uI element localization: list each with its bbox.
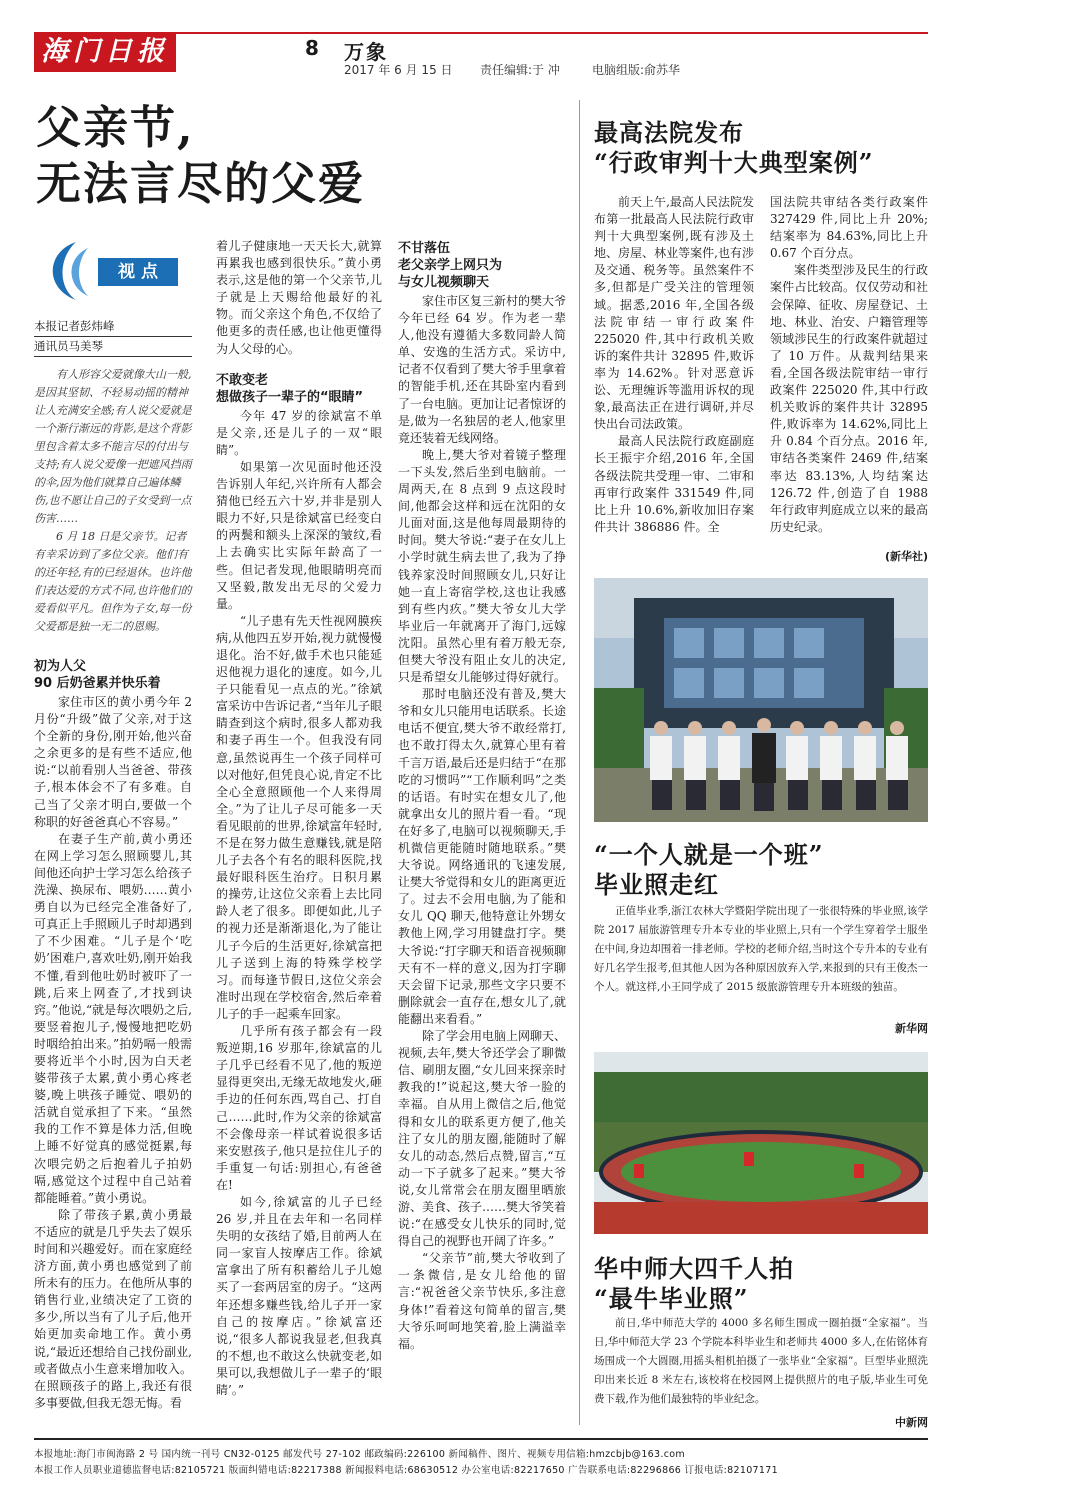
graduation-photo [594, 578, 928, 822]
subhead-3-line: 与女儿视频聊天 [398, 275, 490, 290]
editor-credit: 责任编辑:于 冲 [480, 63, 560, 77]
story-2-headline-line: “一个人就是一个班” [594, 840, 824, 869]
subhead-3-line: 不甘落伍 [398, 241, 451, 256]
subhead-3 [398, 240, 566, 291]
masthead-logo: 海门日报 [34, 32, 176, 72]
footer-line-2: 本报工作人员职业道德监督电话:82105721 版面纠错电话:82217388 新闻报料电话:68630512 办公室电话:82217650 广告联系电话:82296866 订报电话:82107171 [34, 1465, 778, 1476]
story-3-headline [594, 1254, 794, 1314]
page-headline [36, 100, 365, 212]
caption-text: 前日,华中师范大学的 4000 多名师生围成一圈拍摄“全家福”。当日,华中师范大学 23 个学院本科毕业生和老师共 4000 多人,在佑铭体育场围成一个大圆圈,用摇头相机拍摄了一张毕业“全家福”。巨型毕业照洗印出来长近 8 米左右,该校将在校园网上提供照片的电子版,毕业生可免费下载,作为他们最独特的毕业纪念。 [594, 1317, 928, 1405]
layout-credit: 电脑组版:俞苏华 [592, 63, 681, 77]
intro-paragraph: 有人形容父爱就像大山一般,是因其坚韧、不轻易动摇的精神让人充满安全感;有人说父爱就是一个渐行渐远的背影,是这个背影里包含着太多不能言尽的付出与支持;有人说父爱像一把遮风挡雨的伞,因为他们就算自己遍体鳞伤,也不愿让自己的子女受到一点伤害…… [34, 368, 192, 525]
section-name: 万象 [344, 40, 388, 64]
article-intro [34, 366, 192, 636]
story-2-credit: 新华网 [895, 1022, 928, 1035]
logo-label: 视 点 [118, 262, 158, 282]
footer-line-1: 本报地址:海门市闽海路 2 号 国内统一刊号 CN32-0125 邮发代号 27-102 邮政编码:226100 新闻稿件、图片、视频专用信箱:hmzcbjb@163.com [34, 1449, 685, 1460]
story-3-headline-line: 华中师大四千人拍 [594, 1254, 794, 1283]
header-rule [175, 32, 928, 34]
paragraph: 晚上,樊大爷对着镜子整理一下头发,然后坐到电脑前。一周两天,在 8 点到 9 点这段时间,他都会这样和远在沈阳的女儿面对面,这是他每周最期待的时间。樊大爷说:“妻子在女儿上小学时就生病去世了,我为了挣钱养家没时间照顾女儿,只好让她一直上寄宿学校,这也让我感到有些内疚。”樊大爷女儿大学毕业后一年就离开了海门,远嫁沈阳。虽然心里有着万般无奈,但樊大爷没有阻止女儿的决定,只是希望女儿能够过得好就行。 [398, 447, 566, 685]
reporter-name: 本报记者彭炜峰 [34, 319, 115, 333]
paragraph: 在妻子生产前,黄小勇还在网上学习怎么照顾婴儿,其间他还向护士学习怎么给孩子洗澡、换尿布、喂奶……黄小勇自以为已经完全准备好了,可真正上手照顾儿子时却遇到了不少困难。“儿子是个‘吃奶’困难户,喜欢吐奶,刚开始我不懂,看到他吐奶时被吓了一跳,后来上网查了,才找到诀窍。”他说,“就是每次喂奶之后,要竖着抱儿子,慢慢地把吃奶时咽给拍出来。”拍奶嗝一般需要将近半个小时,因为白天老婆带孩子太累,黄小勇心疼老婆,晚上哄孩子睡觉、喂奶的活就自觉承担了下来。“虽然我的工作不算是体力活,但晚上睡不好觉真的感觉挺累,每次喂完奶之后抱着儿子拍奶嗝,感觉这个过程中自己站着都能睡着。”黄小勇说。 [34, 831, 192, 1205]
paragraph: 除了带孩子累,黄小勇最不适应的就是几乎失去了娱乐时间和兴趣爱好。而在家庭经济方面,黄小勇也感觉到了前所未有的压力。在他所从事的销售行业,业绩决定了工资的多少,所以当有了儿子后,他开始更加卖命地工作。黄小勇说,“最近还想给自己找份副业,或者做点小生意来增加收入。在照顾孩子的路上,我还有很多事要做,但我无怨无悔。看 [34, 1207, 192, 1410]
article-column-1 [34, 656, 192, 1426]
paragraph: 那时电脑还没有普及,樊大爷和女儿只能用电话联系。长途电话不便宜,樊大爷不敢经常打,也不敢打得太久,就算心里有着千言万语,最后还是归结于“在那吃的习惯吗”“工作顺利吗”之类的话语。有时实在想女儿了,他就拿出女儿的照片看一看。“现在好多了,电脑可以视频聊天,手机微信更能随时随地联系。”樊大爷说。网络通讯的飞速发展,让樊大爷觉得和女儿的距离更近了。过去不会用电脑,为了能和女儿 QQ 聊天,他特意让外甥女教他上网,学习用键盘打字。樊大爷说:“打字聊天和语音视频聊天有不一样的意义,因为打字聊天会留下记录,那些文字只要不删除就会一直存在,想女儿了,就能翻出来看看。” [398, 687, 566, 1026]
paragraph: 如今,徐斌富的儿子已经 26 岁,并且在去年和一名同样失明的女孩结了婚,目前两人在同一家盲人按摩店工作。徐斌富拿出了所有积蓄给儿子儿媳买了一套两居室的房子。“这两年还想多赚些钱,给儿子开一家自己的按摩店。”徐斌富还说,“很多人都说我显老,但我真的不想,也不敢这么快就变老,如果可以,我想做儿子一辈子的‘眼睛’。” [216, 1194, 382, 1397]
page-number: 8 [305, 36, 319, 60]
byline [34, 318, 192, 358]
story-2-headline-line: 毕业照走红 [594, 870, 719, 899]
viewpoint-logo [36, 238, 186, 304]
subhead-1-line: 90 后奶爸累并快乐着 [34, 676, 161, 691]
paragraph: “父亲节”前,樊大爷收到了一条微信,是女儿给他的留言:“祝爸爸父亲节快乐,多注意身体!”看着这句简单的留言,樊大爷乐呵呵地笑着,脸上满溢幸福。 [398, 1251, 566, 1351]
subhead-2-line: 不敢变老 [216, 372, 269, 388]
paragraph: 案件类型涉及民生的行政案件占比较高。仅仅劳动和社会保障、征收、房屋登记、土地、林业、治安、户籍管理等领域涉民生的行政案件就超过了 10 万件。从裁判结果来看,全国各级法院审结一审行政案件 225020 件,其中行政机关败诉的案件共计 32895 件,败诉率为 14.62%,同比上升 0.84 个百分点。2016 年,审结各类案件 2469 件,结案率达 83.13%,人均结案达 126.72 件,创造了自 1988 年行政审判庭成立以来的最高历史纪录。 [770, 263, 928, 534]
story-1-credit: (新华社) [884, 550, 928, 563]
story-1-column-1 [594, 194, 754, 566]
subhead-2-line: 想做孩子一辈子的“眼睛” [216, 389, 364, 405]
story-1-column-2 [770, 194, 928, 546]
paragraph: 除了学会用电脑上网聊天、视频,去年,樊大爷还学会了聊微信、刷朋友圈,“女儿回来探亲时教我的!”说起这,樊大爷一脸的幸福。自从用上微信之后,他觉得和女儿的联系更方便了,他关注了女儿的朋友圈,能随时了解女儿的动态,然后点赞,留言,“互动一下子就多了起来。”樊大爷说,女儿常常会在朋友圈里晒旅游、美食、孩子……樊大爷笑着说:“在感受女儿快乐的同时,觉得自己的视野也开阔了许多。” [398, 1029, 566, 1249]
story-1-headline-line: 最高法院发布 [594, 118, 744, 147]
stadium-photo [594, 1052, 928, 1234]
caption-text: 正值毕业季,浙江农林大学暨阳学院出现了一张很特殊的毕业照,该学院 2017 届旅游管理专升本专业的毕业照上,只有一个学生穿着学士服坐在中间,身边却围着一排老师。学校的老师介绍,当时这个专升本的专业有好几名学生报考,但其他人因为各种原因放弃入学,来报到的只有王俊杰一个人。就这样,小王同学成了 2015 级旅游管理专升本班级的独苗。 [594, 905, 928, 993]
paragraph: 前天上午,最高人民法院发布第一批最高人民法院行政审判十大典型案例,既有涉及土地、房屋、林业等案件,也有涉及交通、税务等。虽然案件不多,但都是广受关注的管理领域。据悉,2016 年,全国各级法院审结一审行政案件 225020 件,其中行政机关败诉的案件共计 32895 件,败诉率为 14.62%。针对恶意诉讼、无理缠诉等滥用诉权的现象,最高法正在进行调研,并尽快出台司法政策。 [594, 195, 754, 432]
story-3-credit: 中新网 [895, 1416, 928, 1429]
headline-line-2: 无法言尽的父爱 [36, 157, 366, 210]
article-column-3 [398, 238, 566, 1428]
issue-date: 2017 年 6 月 15 日 [344, 63, 453, 77]
paragraph: “儿子患有先天性视网膜疾病,从他四五岁开始,视力就慢慢退化。治不好,做手术也只能延迟他视力退化的速度。如今,儿子只能看见一点点的光。”徐斌富采访中告诉记者,“当年儿子眼睛查到这个病时,很多人都劝我和妻子再生一个。但我没有同意,虽然说再生一个孩子同样可以对他好,但凭良心说,肯定不比全心全意照顾他一个人来得周全。”为了让儿子尽可能多一天看见眼前的世界,徐斌富年轻时,不是在努力做生意赚钱,就是陪儿子去各个有名的眼科医院,找最好眼科医生治疗。日积月累的操劳,让这位父亲看上去比同龄人老了很多。即便如此,儿子的视力还是渐渐退化,为了能让儿子今后的生活更好,徐斌富把儿子送到上海的特殊学校学习。而每逢节假日,这位父亲会准时出现在学校宿舍,然后牵着儿子的手一起乘车回家。 [216, 613, 382, 1021]
subhead-3-line: 老父亲学上网只为 [398, 258, 503, 273]
story-3-headline-line: “最牛毕业照” [594, 1284, 749, 1313]
intro-paragraph: 6 月 18 日是父亲节。记者有幸采访到了多位父亲。他们有的还年轻,有的已经退休。也许他们表达爱的方式不同,也许他们的爱看似平凡。但作为子女,每一份父爱都是独一无二的恩赐。 [34, 530, 192, 633]
headline-line-1: 父亲节, [36, 101, 195, 154]
story-3-caption [594, 1314, 928, 1409]
subhead-2 [216, 372, 382, 406]
story-2-headline [594, 840, 824, 900]
paragraph: 今年 47 岁的徐斌富不单是父亲,还是儿子的一双“眼睛”。 [216, 408, 382, 457]
article-column-2 [216, 238, 382, 1428]
paragraph: 几乎所有孩子都会有一段叛逆期,16 岁那年,徐斌富的儿子几乎已经看不见了,他的叛逆显得更突出,无缘无故地发火,砸手边的任何东西,骂自己、打自己……此时,作为父亲的徐斌富不会像母亲一样试着说很多话来安慰孩子,他只是拉住儿子的手重复一句话:别担心,有爸爸在! [216, 1024, 382, 1192]
paragraph: 家住市区的黄小勇今年 2 月份“升级”做了父亲,对于这个全新的身份,刚开始,他兴奋之余更多的是有些不适应,他说:“以前看别人当爸爸、带孩子,根本体会不了有多难。自己当了父亲才明白,要做一个称职的好爸爸真心不容易。” [34, 695, 192, 829]
paragraph: 国法院共审结各类行政案件 327429 件,同比上升 20%;结案率为 84.63%,同比上升 0.67 个百分点。 [770, 195, 928, 261]
paragraph: 最高人民法院行政庭副庭长王振宇介绍,2016 年,全国各级法院共受理一审、二审和再审行政案件 331549 件,同比上升 10.6%,新收加旧存案件共计 386886 件。全 [594, 434, 754, 534]
paragraph: 家住市区复三新村的樊大爷今年已经 64 岁。作为老一辈人,他没有遵循大多数同龄人简单、安逸的生活方式。采访中,记者不仅看到了樊大爷手里拿着的智能手机,还在其卧室内看到了一台电脑。更加让记者惊讶的是,做为一名独居的老人,他家里竟还装着无线网络。 [398, 294, 566, 445]
footer-rule [34, 1438, 928, 1440]
story-1-headline [594, 118, 874, 178]
column-divider [579, 100, 580, 1425]
subhead-1 [34, 658, 192, 692]
story-1-headline-line: “行政审判十大典型案例” [594, 148, 874, 177]
paragraph: 着儿子健康地一天天长大,就算再累我也感到很快乐。”黄小勇表示,这是他的第一个父亲节,儿子就是上天赐给他最好的礼物。而父亲这个角色,不仅给了他更多的责任感,也让他更懂得为人父母的心。 [216, 239, 382, 356]
story-2-caption [594, 902, 928, 997]
correspondent-name: 通讯员马美琴 [34, 339, 103, 353]
paragraph: 如果第一次见面时他还没告诉别人年纪,兴许所有人都会猜他已经五六十岁,并非是别人眼力不好,只是徐斌富已经变白的两鬓和额头上深深的皱纹,看上去确实比实际年龄高了一些。但记者发现,他眼睛明亮而又坚毅,散发出无尽的父爱力量。 [216, 459, 382, 611]
subhead-1-line: 初为人父 [34, 659, 87, 674]
